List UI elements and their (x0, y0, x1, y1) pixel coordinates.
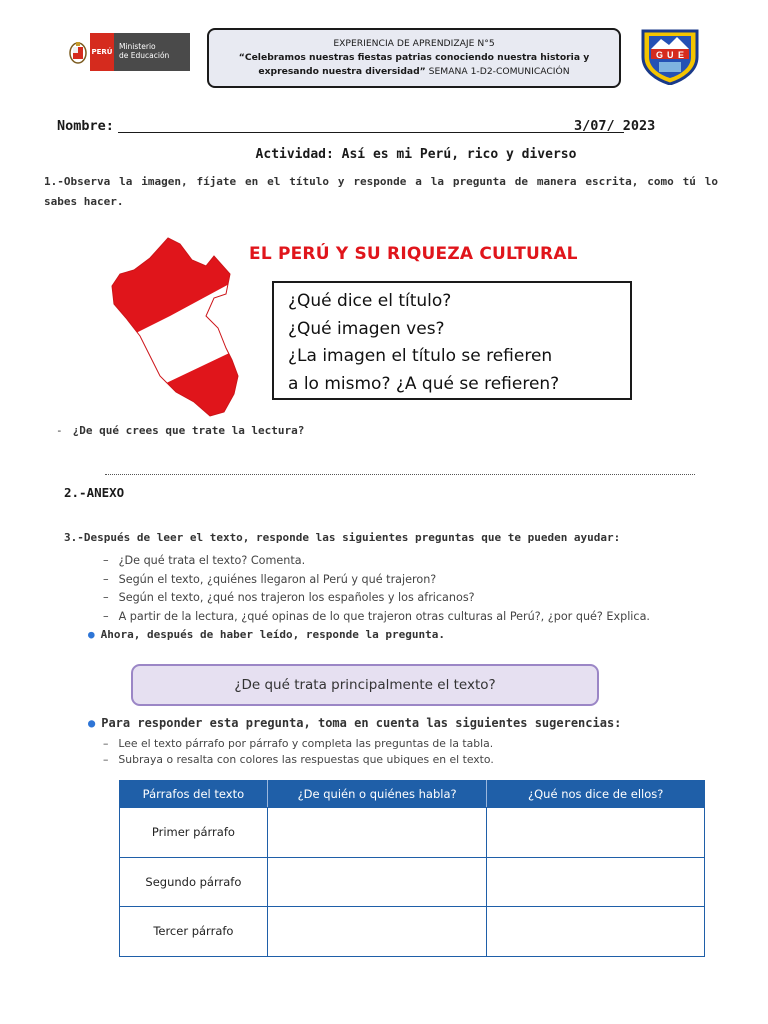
answer-cell[interactable] (487, 808, 705, 858)
guiding-question: a lo mismo? ¿A qué se refieren? (288, 373, 560, 394)
list-item: – Según el texto, ¿quiénes llegaron al Perú y qué trajeron? (103, 571, 650, 590)
answer-cell[interactable] (487, 907, 705, 957)
paragraph-label: Tercer párrafo (120, 907, 268, 957)
question-3: 3.-Después de leer el texto, responde las siguientes preguntas que te pueden ayudar: (64, 531, 621, 544)
experience-title-line1: “Celebramos nuestras fiestas patrias conociendo nuestra historia y (238, 52, 590, 63)
answer-cell[interactable] (267, 907, 487, 957)
list-item: – Subraya o resalta con colores las respuestas que ubiques en el texto. (103, 752, 494, 768)
anexo-heading: 2.-ANEXO (64, 485, 125, 500)
peru-map-image (110, 236, 244, 420)
guiding-question: ¿La imagen el título se refieren (288, 346, 553, 366)
school-letter-u: U (667, 50, 674, 60)
minedu-peru-label: PERÚ (90, 33, 114, 71)
question-1: 1.-Observa la imagen, fíjate en el título y responde a la pregunta de manera escrita, como tú lo sabes hacer. (44, 175, 718, 208)
map-title: EL PERÚ Y SU RIQUEZA CULTURAL (249, 244, 578, 264)
name-input-line[interactable] (118, 132, 624, 133)
instruction-bullet-1: ● Ahora, después de haber leído, responde la pregunta. (88, 628, 445, 641)
activity-title: Actividad: Así es mi Perú, rico y diverso (255, 147, 577, 162)
date-label: 3/07/ 2023 (574, 118, 656, 134)
table-header: Párrafos del texto (120, 781, 268, 808)
answer-cell[interactable] (487, 857, 705, 907)
experience-title-line2: expresando nuestra diversidad” (258, 66, 426, 77)
week-label: SEMANA 1-D2-COMUNICACIÓN (425, 66, 570, 77)
table-row (120, 857, 705, 907)
school-letter-g: G (656, 50, 664, 60)
school-letter-e: E (678, 50, 685, 60)
name-label: Nombre: (57, 118, 114, 134)
bullet-icon: ● (88, 716, 96, 730)
experience-header (207, 28, 621, 88)
table-row (120, 808, 705, 858)
bullet-icon: ● (88, 628, 95, 641)
table-header: ¿De quién o quiénes habla? (267, 781, 487, 808)
experience-number: EXPERIENCIA DE APRENDIZAJE N°5 (333, 38, 495, 49)
table-header: ¿Qué nos dice de ellos? (487, 781, 705, 808)
list-item: – Lee el texto párrafo por párrafo y completa las preguntas de la tabla. (103, 736, 494, 752)
answer-cell[interactable] (267, 857, 487, 907)
list-item: – ¿De qué trata el texto? Comenta. (103, 552, 650, 571)
main-question-box: ¿De qué trata principalmente el texto? (131, 664, 599, 706)
suggestions-list (103, 736, 494, 768)
reading-prediction-question: - ¿De qué crees que trate la lectura? (56, 424, 305, 437)
paragraph-analysis-table (119, 780, 705, 957)
table-header-row (120, 781, 705, 808)
guiding-question: ¿Qué imagen ves? (288, 318, 445, 339)
coat-of-arms-icon (66, 33, 90, 71)
guiding-questions-box (272, 281, 632, 400)
minedu-logo (66, 33, 190, 71)
list-item: – A partir de la lectura, ¿qué opinas de lo que trajeron otras culturas al Perú?, ¿por qué? Explica. (103, 608, 650, 627)
school-shield-logo (639, 27, 701, 85)
guiding-question: ¿Qué dice el título? (288, 291, 452, 311)
answer-dotted-line[interactable] (105, 474, 695, 475)
answer-cell[interactable] (267, 808, 487, 858)
minedu-name: Ministerio de Educación (114, 33, 190, 71)
paragraph-label: Segundo párrafo (120, 857, 268, 907)
table-row (120, 907, 705, 957)
list-item: – Según el texto, ¿qué nos trajeron los españoles y los africanos? (103, 589, 650, 608)
paragraph-label: Primer párrafo (120, 808, 268, 858)
instruction-bullet-2: ● Para responder esta pregunta, toma en cuenta las siguientes sugerencias: (88, 716, 622, 730)
sub-questions-list (103, 552, 650, 626)
